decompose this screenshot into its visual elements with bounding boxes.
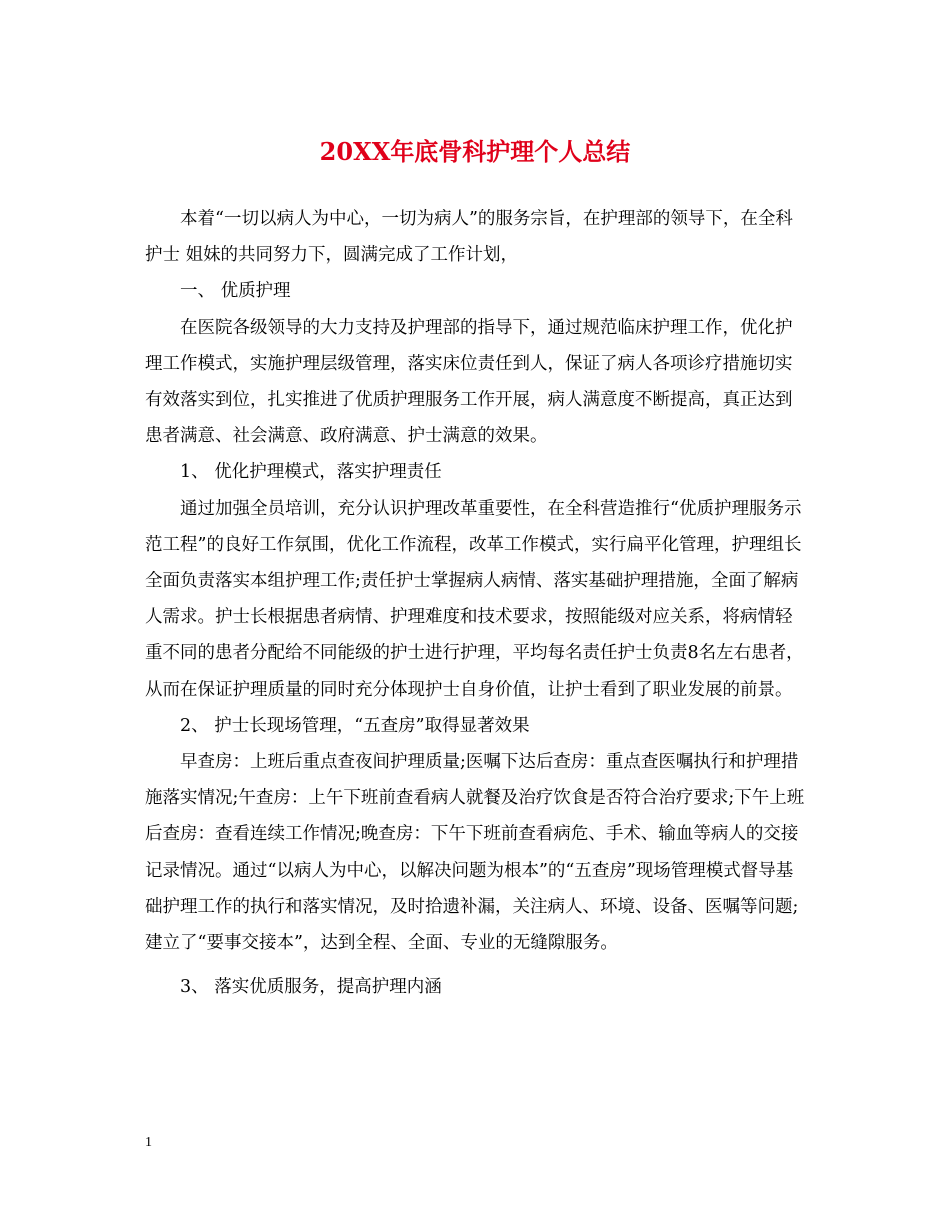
intro-paragraph: 本着“一切以病人为中心，一切为病人”的服务宗旨，在护理部的领导下，在全科护士 姐妹的共同努力下，圆满完成了工作计划， <box>145 209 793 266</box>
section-heading-quality-nursing: 一、 优质护理 <box>180 281 291 302</box>
subheading-ward-rounds: 2、 护士长现场管理，“五查房”取得显著效果 <box>180 715 530 736</box>
quality-nursing-paragraph: 在医院各级领导的大力支持及护理部的指导下，通过规范临床护理工作，优化护理工作模式，实施护理层级管理，落实床位责任到人，保证了病人各项诊疗措施切实有效落实到位，扎实推进了优质护理服务工作开展，病人满意度不断提高，真正达到患者满意、社会满意、政府满意、护士满意的效果。 <box>145 317 793 447</box>
subheading-quality-service: 3、 落实优质服务，提高护理内涵 <box>180 977 442 998</box>
subheading-nursing-model: 1、 优化护理模式，落实护理责任 <box>180 462 442 483</box>
nursing-model-paragraph: 通过加强全员培训，充分认识护理改革重要性，在全科营造推行“优质护理服务示范工程”的良好工作氛围，优化工作流程，改革工作模式，实行扁平化管理，护理组长全面负责落实本组护理工作;责任护士掌握病人病情、落实基础护理措施，全面了解病人需求。护士长根据患者病情、护理难度和技术要求，按照能级对应关系，将病情轻重不同的患者分配给不同能级的护士进行护理，平均每名责任护士负责8名左右患者，从而在保证护理质量的同时充分体现护士自身价值，让护士看到了职业发展的前景。 <box>145 498 804 700</box>
ward-rounds-paragraph: 早查房：上班后重点查夜间护理质量;医嘱下达后查房：重点查医嘱执行和护理措施落实情况;午查房：上午下班前查看病人就餐及治疗饮食是否符合治疗要求;下午上班后查房：查看连续工作情况;晚查房：下午下班前查看病危、手术、输血等病人的交接记录情况。通过“以病人为中心，以解决问题为根本”的“五查房”现场管理模式督导基础护理工作的执行和落实情况，及时拾遗补漏，关注病人、环境、设备、医嘱等问题;建立了“要事交接本”，达到全程、全面、专业的无缝隙服务。 <box>145 752 805 954</box>
document-body <box>145 201 807 1005</box>
page-number: 1 <box>145 1135 152 1150</box>
document-title: 20XX年底骨科护理个人总结 <box>319 137 631 166</box>
